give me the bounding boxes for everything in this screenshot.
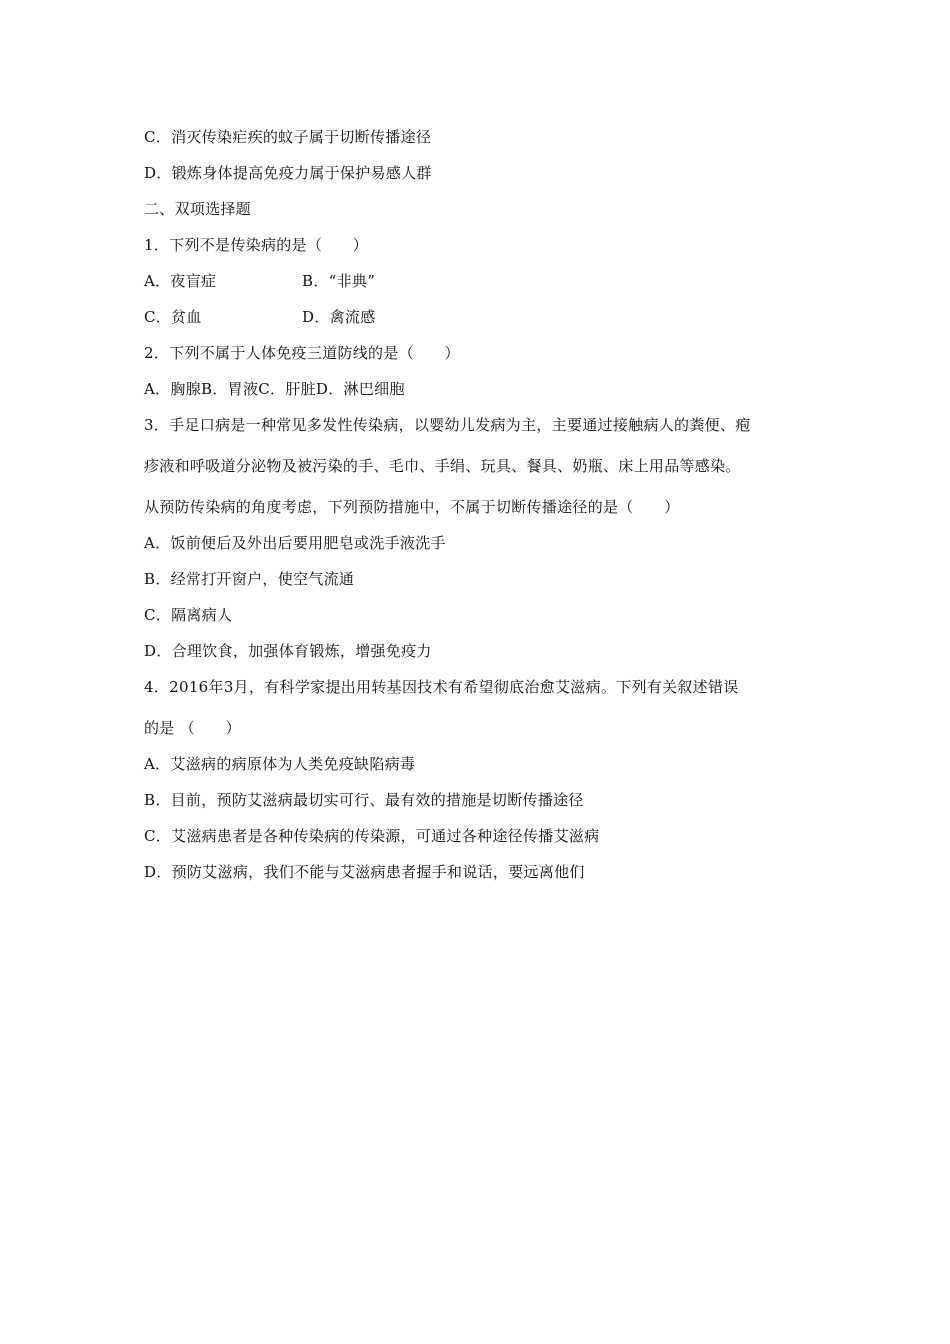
option-d-previous-question: D．锻炼身体提高免疫力属于保护易感人群 [144,164,432,182]
question-4-option-d: D．预防艾滋病，我们不能与艾滋病患者握手和说话，要远离他们 [144,863,585,881]
question-1-option-d: D．禽流感 [302,308,376,326]
question-3-option-c: C．隔离病人 [144,606,233,624]
option-c-previous-question: C．消灭传染疟疾的蚊子属于切断传播途径 [144,128,432,146]
question-3-stem-line-3: 从预防传染病的角度考虑，下列预防措施中，不属于切断传播途径的是（ ） [144,498,680,516]
question-1-stem: 1．下列不是传染病的是（ ） [144,236,369,254]
question-3-option-d: D．合理饮食，加强体育锻炼，增强免疫力 [144,642,432,660]
question-1-options-row-2 [144,307,544,327]
question-1-option-a: A．夜盲症 [144,272,217,290]
question-4-stem-line-1: 4．2016年3月，有科学家提出用转基因技术有希望彻底治愈艾滋病。下列有关叙述错误 [144,678,739,696]
question-1-option-c: C．贫血 [144,308,202,326]
section-heading-double-choice: 二、双项选择题 [144,200,252,218]
question-1-options-row-1 [144,271,544,291]
question-4-option-c: C．艾滋病患者是各种传染病的传染源，可通过各种途径传播艾滋病 [144,827,600,845]
question-4-option-a: A．艾滋病的病原体为人类免疫缺陷病毒 [144,755,416,773]
question-3-stem-line-2: 疹液和呼吸道分泌物及被污染的手、毛巾、手绢、玩具、餐具、奶瓶、床上用品等感染。 [144,457,741,475]
question-2-stem: 2．下列不属于人体免疫三道防线的是（ ） [144,344,460,362]
question-3-option-b: B．经常打开窗户，使空气流通 [144,570,355,588]
question-3-stem-line-1: 3．手足口病是一种常见多发性传染病，以婴幼儿发病为主，主要通过接触病人的粪便、疱 [144,416,751,434]
question-4-stem-line-2: 的是 （ ） [144,719,241,737]
question-1-option-b: B．“非典” [302,272,376,290]
question-4-option-b: B．目前，预防艾滋病最切实可行、最有效的措施是切断传播途径 [144,791,584,809]
question-3-option-a: A．饭前便后及外出后要用肥皂或洗手液洗手 [144,534,446,552]
question-2-options: A．胸腺B．胃液C．肝脏D．淋巴细胞 [144,380,405,398]
